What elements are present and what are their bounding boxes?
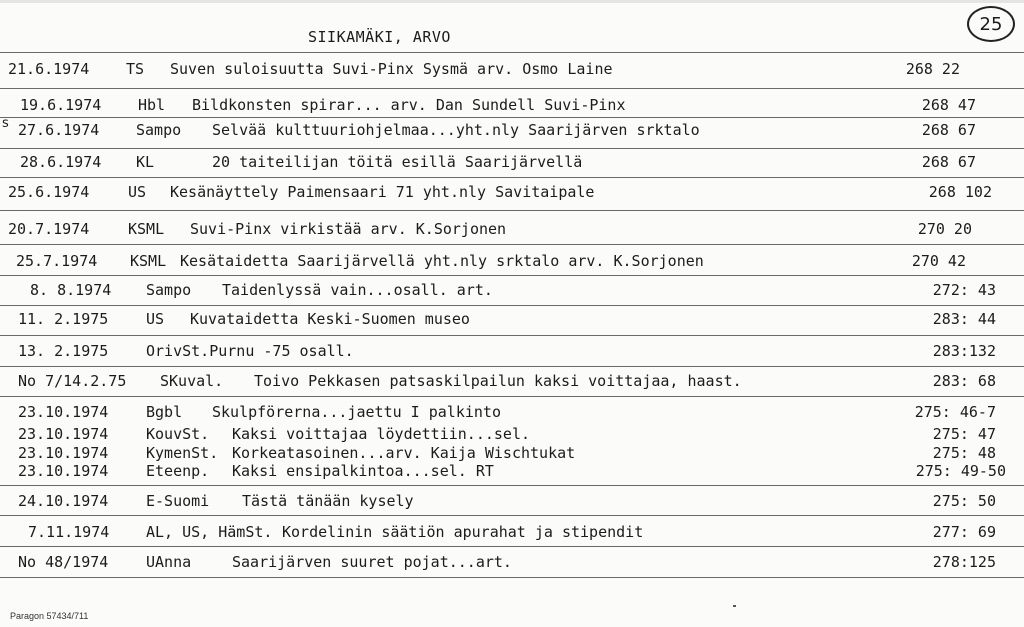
entry-ref: 277: 69: [932, 523, 996, 541]
entry-text: Suvi-Pinx virkistää arv. K.Sorjonen: [190, 220, 507, 238]
entry-ref: 278:125: [932, 553, 996, 571]
entry-text: Suven suloisuutta Suvi-Pinx Sysmä arv. Osmo Laine: [170, 60, 613, 78]
entry-source: KSML: [128, 220, 165, 238]
entry-date: 23.10.1974: [18, 462, 109, 480]
list-item: [0, 60, 1024, 80]
list-item: [0, 403, 1024, 423]
entry-source: UAnna: [146, 553, 192, 571]
entry-text: Kesänäyttely Paimensaari 71 yht.nly Savitaipale: [170, 183, 595, 201]
ink-speck: [733, 605, 736, 607]
entry-ref: 283: 68: [932, 372, 996, 390]
entry-text: Bildkonsten spirar... arv. Dan Sundell Suvi-Pinx: [192, 96, 626, 114]
entry-source: Eteenp.: [146, 462, 210, 480]
entry-ref: 275: 46-7: [914, 403, 996, 421]
entry-date: 20.7.1974: [8, 220, 90, 238]
entry-source: E-Suomi: [146, 492, 210, 510]
entry-date: 23.10.1974: [18, 444, 109, 462]
card-footer: Paragon 57434/711: [10, 611, 89, 621]
entry-ref: 268 67: [921, 153, 976, 171]
entry-text: Korkeatasoinen...arv. Kaija Wischtukat: [232, 444, 576, 462]
margin-mark: s: [2, 116, 9, 131]
list-item: [0, 252, 1024, 272]
list-item: [0, 281, 1024, 301]
ruled-line: [0, 88, 1024, 89]
entry-ref: 272: 43: [932, 281, 996, 299]
entry-text: Toivo Pekkasen patsaskilpailun kaksi voittajaa, haast.: [254, 372, 742, 390]
entry-date: 13. 2.1975: [18, 342, 109, 360]
entry-text: Kuvataidetta Keski-Suomen museo: [190, 310, 470, 328]
ruled-line: [0, 335, 1024, 336]
list-item: [0, 153, 1024, 173]
list-item: [0, 492, 1024, 512]
list-item: [0, 183, 1024, 203]
ruled-line: [0, 305, 1024, 306]
ruled-line: [0, 485, 1024, 486]
ruled-line: [0, 177, 1024, 178]
card-number: 25: [979, 13, 1003, 35]
list-item: [0, 444, 1024, 464]
entry-source: Sampo: [146, 281, 192, 299]
ruled-line: [0, 148, 1024, 149]
entry-source: Sampo: [136, 121, 182, 139]
entry-date: 21.6.1974: [8, 60, 90, 78]
entry-date: 11. 2.1975: [18, 310, 109, 328]
entry-ref: 275: 49-50: [915, 462, 1006, 480]
entry-date: No 48/1974: [18, 553, 109, 571]
ruled-line: [0, 52, 1024, 53]
entry-text: Kesätaidetta Saarijärvellä yht.nly srktalo arv. K.Sorjonen: [180, 252, 704, 270]
list-item: [0, 523, 1024, 543]
entry-text: Kaksi ensipalkintoa...sel. RT: [232, 462, 494, 480]
entry-source: KSML: [130, 252, 167, 270]
entry-ref: 268 102: [928, 183, 992, 201]
list-item: [0, 121, 1024, 141]
entry-ref: 270 20: [917, 220, 972, 238]
entry-date: 8. 8.1974: [30, 281, 112, 299]
entry-source: KouvSt.: [146, 425, 210, 443]
ruled-line: [0, 515, 1024, 516]
entry-text: Skulpförerna...jaettu I palkinto: [212, 403, 501, 421]
entry-source: KL: [136, 153, 155, 171]
entry-ref: 268 22: [905, 60, 960, 78]
entry-text: Selvää kulttuuriohjelmaa...yht.nly Saarijärven srktalo: [212, 121, 700, 139]
entry-date: No 7/14.2.75: [18, 372, 127, 390]
entry-source: SKuval.: [160, 372, 224, 390]
entry-date: 27.6.1974: [18, 121, 100, 139]
entry-source: Hbl: [138, 96, 166, 114]
entry-ref: 268 47: [921, 96, 976, 114]
ruled-line: [0, 546, 1024, 547]
list-item: [0, 425, 1024, 445]
entry-ref: 283:132: [932, 342, 996, 360]
list-item: [0, 96, 1024, 116]
entry-text: Kordelinin säätiön apurahat ja stipendit: [282, 523, 644, 541]
list-item: [0, 372, 1024, 392]
ruled-line: [0, 366, 1024, 367]
list-item: [0, 342, 1024, 362]
entry-ref: 275: 50: [932, 492, 996, 510]
entry-date: 25.6.1974: [8, 183, 90, 201]
entry-date: 19.6.1974: [20, 96, 102, 114]
entry-source: OrivSt.Purnu -75 osall.: [146, 342, 354, 360]
entry-text: Kaksi voittajaa löydettiin...sel.: [232, 425, 531, 443]
list-item: [0, 220, 1024, 240]
entry-text: Tästä tänään kysely: [242, 492, 414, 510]
entry-ref: 270 42: [911, 252, 966, 270]
ruled-line: [0, 117, 1024, 118]
entry-source: US: [146, 310, 165, 328]
entry-date: 25.7.1974: [16, 252, 98, 270]
entry-source: Bgbl: [146, 403, 183, 421]
entry-date: 23.10.1974: [18, 403, 109, 421]
entry-text: 20 taiteilijan töitä esillä Saarijärvellä: [212, 153, 583, 171]
entry-date: 24.10.1974: [18, 492, 109, 510]
ruled-line: [0, 210, 1024, 211]
list-item: [0, 462, 1024, 482]
entry-text: Saarijärven suuret pojat...art.: [232, 553, 512, 571]
card-number-circled: [967, 6, 1015, 42]
list-item: [0, 553, 1024, 573]
entry-ref: 283: 44: [932, 310, 996, 328]
entry-date: 28.6.1974: [20, 153, 102, 171]
card-top-edge: [0, 0, 1024, 3]
entry-source: US: [128, 183, 147, 201]
card-title: SIIKAMÄKI, ARVO: [308, 28, 451, 46]
ruled-line: [0, 577, 1024, 578]
entry-ref: 268 67: [921, 121, 976, 139]
entry-text: Taidenlyssä vain...osall. art.: [222, 281, 493, 299]
ruled-line: [0, 275, 1024, 276]
ruled-line: [0, 396, 1024, 397]
entry-source: TS: [126, 60, 145, 78]
list-item: [0, 310, 1024, 330]
entry-source: KymenSt.: [146, 444, 219, 462]
entry-ref: 275: 47: [932, 425, 996, 443]
entry-source: AL, US, HämSt.: [146, 523, 273, 541]
entry-date: 23.10.1974: [18, 425, 109, 443]
ruled-line: [0, 244, 1024, 245]
entry-ref: 275: 48: [932, 444, 996, 462]
entry-date: 7.11.1974: [28, 523, 110, 541]
